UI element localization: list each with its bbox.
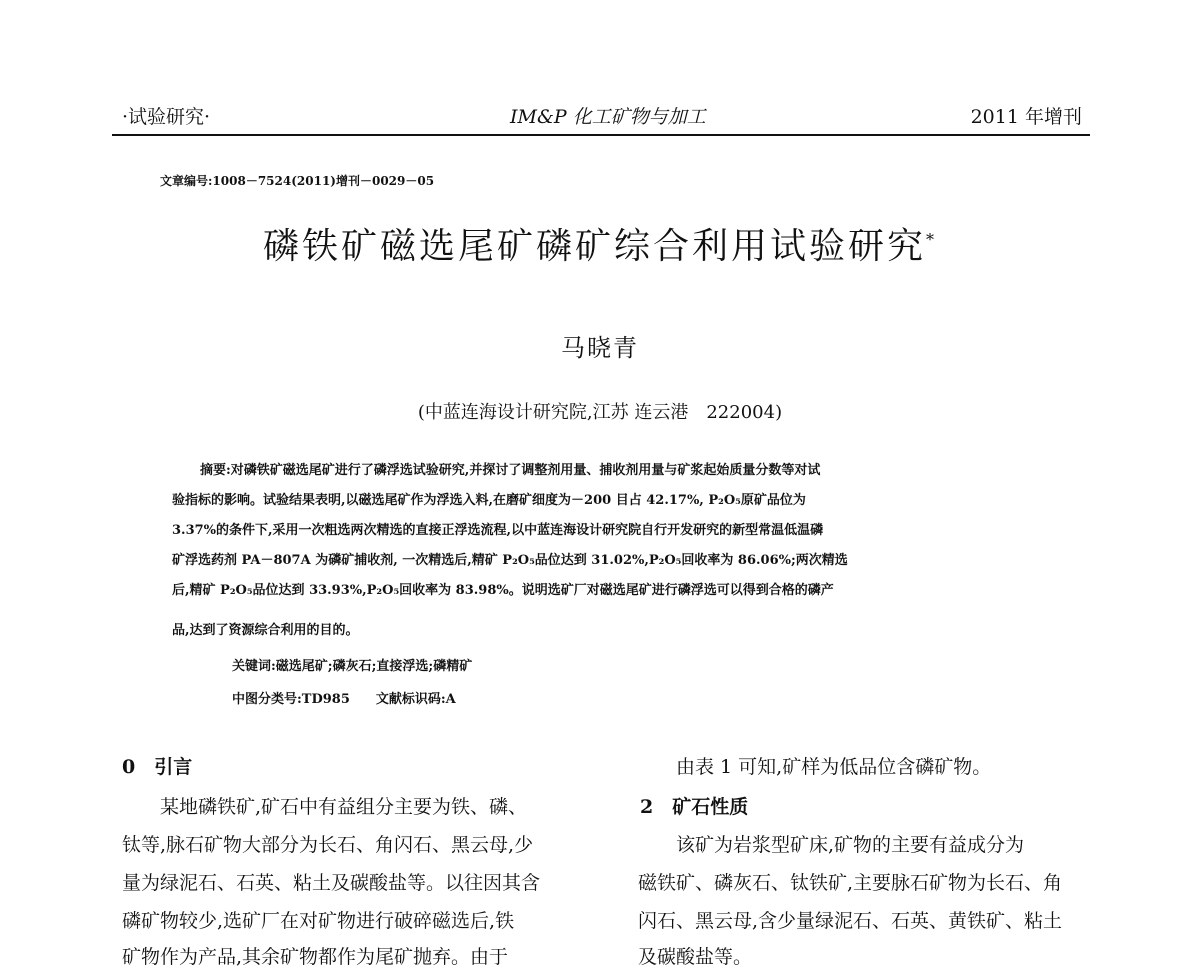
classification: 中图分类号:TD985 文献标识码:A xyxy=(232,692,456,707)
title-text: 磷铁矿磁选尾矿磷矿综合利用试验研究 xyxy=(262,226,926,267)
body-line: 矿物作为产品,其余矿物都作为尾矿抛弃。由于 xyxy=(122,946,509,968)
abstract-line: 摘要:对磷铁矿磁选尾矿进行了磷浮选试验研究,并探讨了调整剂用量、捕收剂用量与矿浆起始质量分数等对试 xyxy=(200,463,821,478)
keywords: 关键词:磁选尾矿;磷灰石;直接浮选;磷精矿 xyxy=(232,659,473,674)
section-heading-ore-properties: 2 矿石性质 xyxy=(640,796,749,818)
body-line: 量为绿泥石、石英、粘土及碳酸盐等。以往因其含 xyxy=(122,872,541,894)
journal-name: IM&P 化工矿物与加工 xyxy=(510,106,706,128)
abstract-line: 验指标的影响。试验结果表明,以磁选尾矿作为浮选入料,在磨矿细度为－200 目占 42.17%, P₂O₅原矿品位为 xyxy=(172,493,806,508)
title-footnote-mark: * xyxy=(926,230,937,249)
body-line: 磷矿物较少,选矿厂在对矿物进行破碎磁选后,铁 xyxy=(122,910,515,932)
section-heading-intro: 0 引言 xyxy=(122,756,193,778)
affiliation: (中蓝连海设计研究院,江苏 连云港 222004) xyxy=(417,402,783,423)
author: 马晓青 xyxy=(561,334,639,362)
header-rule xyxy=(112,134,1090,136)
body-line: 某地磷铁矿,矿石中有益组分主要为铁、磷、 xyxy=(122,796,528,818)
body-line: 及碳酸盐等。 xyxy=(638,946,753,968)
abstract-line: 后,精矿 P₂O₅品位达到 33.93%,P₂O₅回收率为 83.98%。说明选矿厂对磁选尾矿进行磷浮选可以得到合格的磷产 xyxy=(172,583,834,598)
abstract-line: 矿浮选药剂 PA－807A 为磷矿捕收剂, 一次精选后,精矿 P₂O₅品位达到 31.02%,P₂O₅回收率为 86.06%;两次精选 xyxy=(172,553,848,568)
body-line: 该矿为岩浆型矿床,矿物的主要有益成分为 xyxy=(638,834,1025,856)
body-line: 磁铁矿、磷灰石、钛铁矿,主要脉石矿物为长石、角 xyxy=(638,872,1063,894)
abstract-line: 品,达到了资源综合利用的目的。 xyxy=(172,623,359,638)
article-number: 文章编号:1008－7524(2011)增刊－0029－05 xyxy=(160,174,435,188)
abstract-line: 3.37%的条件下,采用一次粗选两次精选的直接正浮选流程,以中蓝连海设计研究院自行开发研究的新型常温低温磷 xyxy=(172,523,824,538)
body-line: 钛等,脉石矿物大部分为长石、角闪石、黑云母,少 xyxy=(122,834,534,856)
section-label: ·试验研究· xyxy=(122,106,211,128)
paper-title xyxy=(0,218,1200,269)
issue-label: 2011 年增刊 xyxy=(970,106,1082,128)
body-line: 由表 1 可知,矿样为低品位含磷矿物。 xyxy=(638,756,992,778)
body-line: 闪石、黑云母,含少量绿泥石、石英、黄铁矿、粘土 xyxy=(638,910,1063,932)
